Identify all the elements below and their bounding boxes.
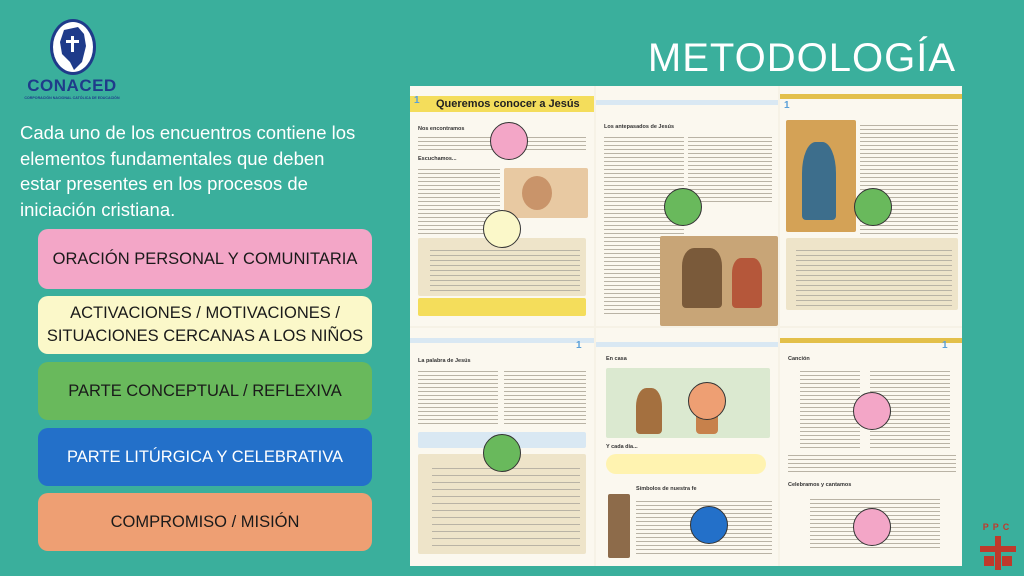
marker-oracion-2 — [853, 392, 891, 430]
ppc-logo — [978, 522, 1018, 572]
element-conceptual: PARTE CONCEPTUAL / REFLEXIVA — [38, 362, 372, 420]
element-compromiso: COMPROMISO / MISIÓN — [38, 493, 372, 551]
lectern-illustration — [608, 494, 630, 558]
section-escuchamos: Escuchamos... — [418, 156, 457, 162]
colombia-map-icon — [48, 18, 98, 80]
section-antepasados: Los antepasados de Jesús — [604, 124, 674, 130]
ppc-letters: PPC — [982, 522, 1014, 532]
section-simbolos: Símbolos de nuestra fe — [636, 486, 697, 492]
marker-compromiso — [688, 382, 726, 420]
book-page-5 — [596, 328, 778, 566]
element-oracion: ORACIÓN PERSONAL Y COMUNITARIA — [38, 229, 372, 289]
logo-subtitle: CORPORACIÓN NACIONAL CATÓLICA DE EDUCACIÓN — [24, 96, 120, 100]
chapter-number: 1 — [414, 95, 420, 106]
conaced-logo — [22, 14, 122, 106]
section-en-casa: En casa — [606, 356, 627, 362]
chapter-title: Queremos conocer a Jesús — [436, 98, 580, 110]
book-pages-preview — [410, 86, 962, 566]
section-celebramos: Celebramos y cantamos — [788, 482, 852, 488]
marker-liturgica — [690, 506, 728, 544]
book-page-3: 1 — [780, 86, 962, 326]
book-page-6: 1 Canción Celebramos y cantamos — [780, 328, 962, 566]
intro-text: Cada uno de los encuentros contiene los elementos fundamentales que deben estar presentes en los procesos de iniciación cristiana. — [20, 122, 356, 220]
element-activaciones: ACTIVACIONES / MOTIVACIONES / SITUACIONES CERCANAS A LOS NIÑOS — [38, 296, 372, 354]
cross-icon — [980, 536, 1016, 570]
marker-conceptual — [664, 188, 702, 226]
marker-conceptual-3 — [483, 434, 521, 472]
page-title: METODOLOGÍA — [647, 36, 956, 80]
section-cancion: Canción — [788, 356, 810, 362]
section-nos-encontramos: Nos encontramos — [418, 126, 465, 132]
book-page-4: 1 La palabra de Jesús — [410, 328, 594, 566]
marker-conceptual-2 — [854, 188, 892, 226]
marker-oracion — [490, 122, 528, 160]
element-liturgica: PARTE LITÚRGICA Y CELEBRATIVA — [38, 428, 372, 486]
marker-oracion-3 — [853, 508, 891, 546]
logo-name: CONACED — [27, 76, 117, 95]
section-y-cada-dia: Y cada día... — [606, 444, 638, 450]
section-la-palabra: La palabra de Jesús — [418, 358, 471, 364]
marker-activaciones — [483, 210, 521, 248]
